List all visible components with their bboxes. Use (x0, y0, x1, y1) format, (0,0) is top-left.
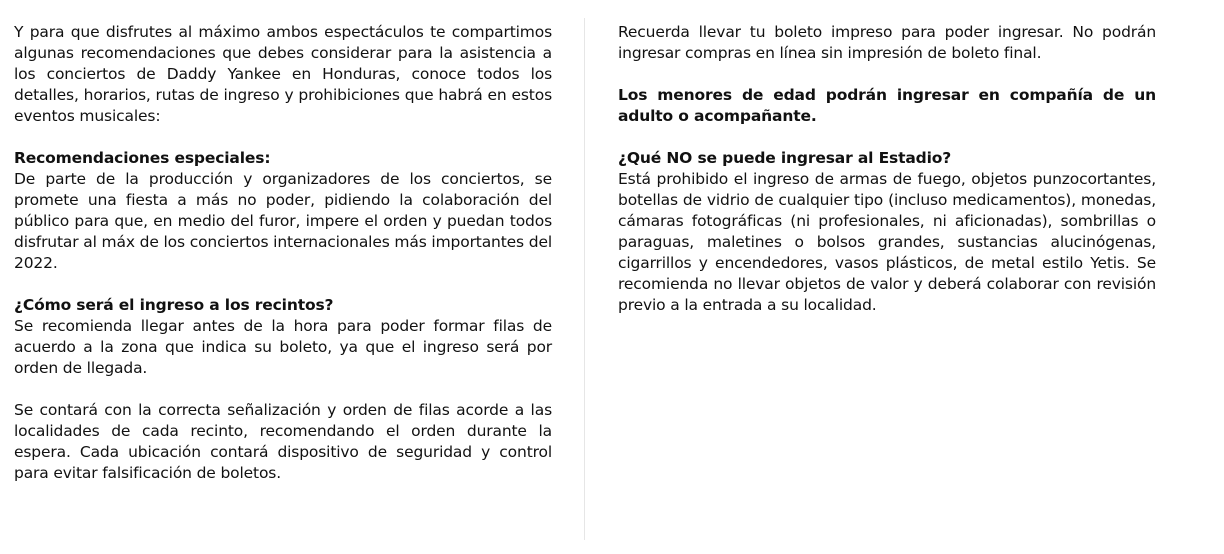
recommendations-body: De parte de la producción y organizadores de los conciertos, se promete una fiesta a más no poder, pidiendo la colaboración del público para que, en medio del furor, impere el orden y puedan todos disfrutar al máx de los conciertos internacionales más importantes del 2022. (14, 170, 552, 272)
right-column (618, 22, 1156, 337)
minors-note-paragraph: Los menores de edad podrán ingresar en compañía de un adulto o acompañante. (618, 86, 1156, 125)
signage-paragraph: Se contará con la correcta señalización y orden de filas acorde a las localidades de cada recinto, recomendando el orden durante la espera. Cada ubicación contará dispositivo de seguridad y control para evitar falsificación de boletos. (14, 401, 552, 482)
left-column (14, 22, 552, 505)
column-divider (584, 18, 585, 540)
prohibited-heading: ¿Qué NO se puede ingresar al Estadio? (618, 149, 952, 167)
recommendations-section (14, 148, 552, 274)
entry-section (14, 295, 552, 379)
prohibited-body: Está prohibido el ingreso de armas de fuego, objetos punzocortantes, botellas de vidrio de cualquier tipo (incluso medicamentos), monedas, cámaras fotográficas (ni profesionales, ni aficionadas), sombrillas o paraguas, maletines o bolsos grandes, sustancias alucinógenas, cigarrillos y encendedores, vasos plásticos, de metal estilo Yetis. Se recomienda no llevar objetos de valor y deberá colaborar con revisión previo a la entrada a su localidad. (618, 170, 1156, 314)
prohibited-section (618, 148, 1156, 316)
intro-paragraph: Y para que disfrutes al máximo ambos espectáculos te compartimos algunas recomendaciones que debes considerar para la asistencia a los conciertos de Daddy Yankee en Honduras, conoce todos los detalles, horarios, rutas de ingreso y prohibiciones que habrá en estos eventos musicales: (14, 23, 552, 125)
entry-body: Se recomienda llegar antes de la hora para poder formar filas de acuerdo a la zona que indica su boleto, ya que el ingreso será por orden de llegada. (14, 317, 552, 377)
recommendations-heading: Recomendaciones especiales: (14, 149, 271, 167)
entry-heading: ¿Cómo será el ingreso a los recintos? (14, 296, 334, 314)
ticket-note-paragraph: Recuerda llevar tu boleto impreso para poder ingresar. No podrán ingresar compras en línea sin impresión de boleto final. (618, 23, 1156, 62)
